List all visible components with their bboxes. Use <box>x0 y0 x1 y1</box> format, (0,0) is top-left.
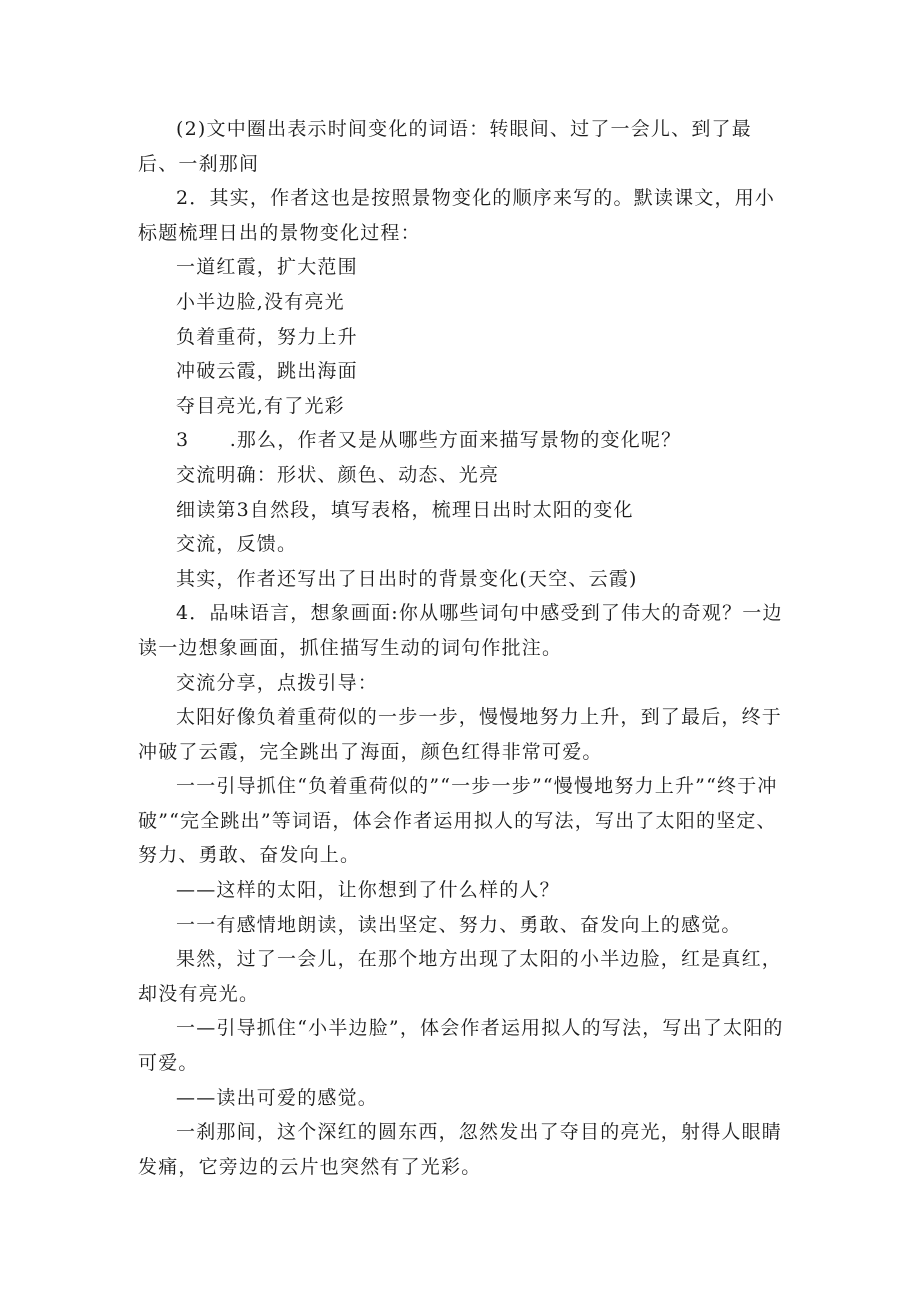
subtitle-5: 夺目亮光,有了光彩 <box>176 394 345 417</box>
paragraph-task-2: 2．其实，作者这也是按照景物变化的顺序来写的。默读课文，用小标题梳理日出的景物变化过程： <box>138 187 776 244</box>
document-body <box>138 112 792 1184</box>
paragraph-background-change: 其实，作者还写出了日出时的背景变化(天空、云霞) <box>176 567 638 590</box>
guide-read-cute: ——读出可爱的感觉。 <box>176 1086 379 1109</box>
guide-sun-rising: 一一引导抓住“负着重荷似的”“一步一步”“慢慢地努力上升”“终于冲破”“完全跳出”等词语，体会作者运用拟人的写法，写出了太阳的坚定、努力、勇敢、奋发向上。 <box>138 775 778 867</box>
paragraph-exchange-clear: 交流明确：形状、颜色、动态、光亮 <box>176 463 500 486</box>
paragraph-close-reading: 细读第3自然段，填写表格，梳理日出时太阳的变化 <box>176 498 634 521</box>
paragraph-time-words: (2)文中圈出表示时间变化的词语：转眼间、过了一会儿、到了最后、一刹那间 <box>138 118 752 175</box>
paragraph-task-4: 4．品味语言，想象画面:你从哪些词句中感受到了伟大的奇观？一边读一边想象画面，抓住描写生动的词句作批注。 <box>138 602 783 659</box>
question-sun-person: ——这样的太阳，让你想到了什么样的人？ <box>176 879 560 902</box>
quote-half-face: 果然，过了一会儿，在那个地方出现了太阳的小半边脸，红是真红，却没有亮光。 <box>138 948 783 1005</box>
paragraph-task-3: 3 .那么，作者又是从哪些方面来描写景物的变化呢？ <box>176 429 682 452</box>
subtitle-3: 负着重荷，努力上升 <box>176 325 358 348</box>
paragraph-share-guide: 交流分享，点拨引导： <box>176 671 379 694</box>
guide-half-face: 一—引导抓住“小半边脸”，体会作者运用拟人的写法，写出了太阳的可爱。 <box>138 1017 784 1075</box>
quote-sun-rising: 太阳好像负着重荷似的一步一步，慢慢地努力上升，到了最后，终于冲破了云霞，完全跳出了海面，颜色红得非常可爱。 <box>138 706 783 763</box>
subtitle-4: 冲破云霞，跳出海面 <box>176 360 358 383</box>
paragraph-feedback: 交流，反馈。 <box>176 533 298 556</box>
subtitle-2: 小半边脸,没有亮光 <box>176 290 345 313</box>
guide-read-aloud: 一一有感情地朗读，读出坚定、努力、勇敢、奋发向上的感觉。 <box>176 913 742 936</box>
subtitle-1: 一道红霞，扩大范围 <box>176 256 358 279</box>
quote-dazzling-light: 一刹那间，这个深红的圆东西，忽然发出了夺目的亮光，射得人眼睛发痛，它旁边的云片也突然有了光彩。 <box>138 1121 783 1178</box>
